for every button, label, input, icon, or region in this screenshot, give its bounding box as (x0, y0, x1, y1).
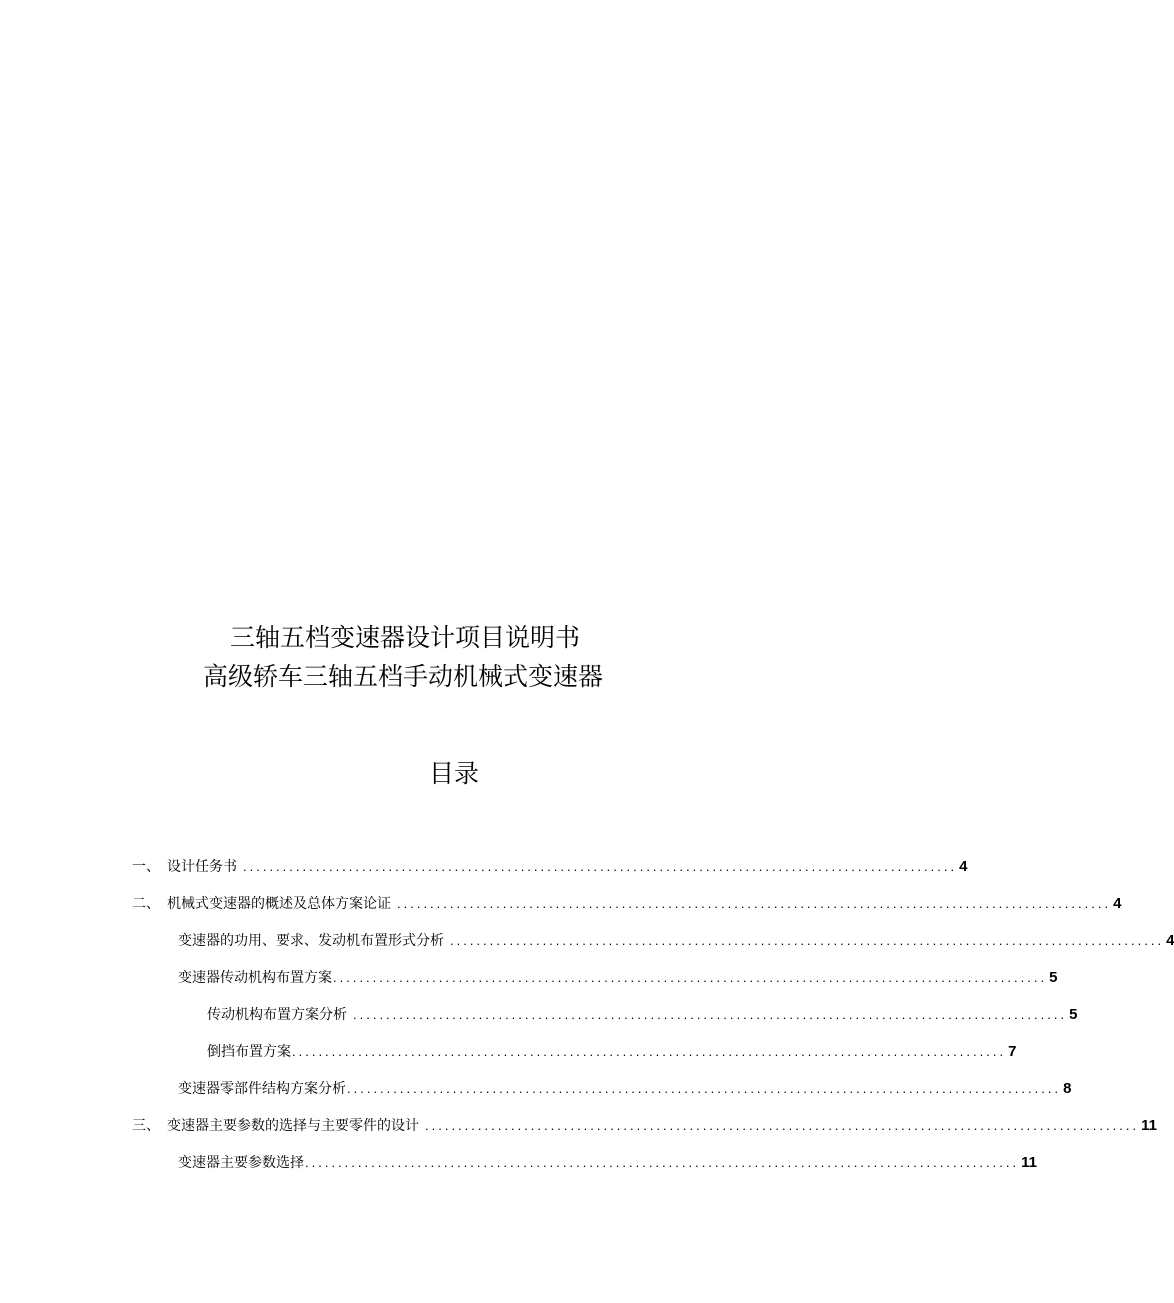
toc-entry-page: 7 (1008, 1043, 1017, 1060)
toc-leader-dots: ............................................................................................................ (397, 896, 1112, 911)
toc-entry-page: 5 (1069, 1006, 1078, 1023)
toc-entry-text: 机械式变速器的概述及总体方案论证 (167, 896, 391, 912)
toc-entry-page: 4 (959, 858, 968, 875)
toc-heading: 目录 (428, 759, 479, 788)
toc-entry-prefix: 一、 (132, 859, 160, 875)
toc-entry-text: 变速器主要参数的选择与主要零件的设计 (167, 1118, 419, 1134)
toc-leader-dots: ............................................................................................................ (305, 1155, 1020, 1170)
toc-entry-text: 变速器的功用、要求、发动机布置形式分析 (178, 933, 444, 949)
toc-entry[interactable] (132, 892, 1122, 916)
toc-entry-prefix: 二、 (132, 896, 160, 912)
toc-entry-prefix: 三、 (132, 1118, 160, 1134)
toc-leader-dots: ............................................................................................................ (353, 1007, 1068, 1022)
toc-entry-page: 5 (1049, 969, 1058, 986)
toc-entry[interactable] (178, 1151, 1037, 1175)
toc-entry[interactable] (132, 1114, 1157, 1138)
toc-entry-text: 倒挡布置方案 (207, 1044, 291, 1060)
toc-entry[interactable] (207, 1003, 1078, 1027)
toc-leader-dots: ............................................................................................................ (333, 970, 1048, 985)
toc-entry-page: 11 (1141, 1117, 1157, 1134)
toc-entry-page: 4 (1166, 932, 1174, 949)
toc-entry[interactable] (178, 1077, 1072, 1101)
toc-leader-dots: ............................................................................................................ (450, 933, 1165, 948)
toc-entry[interactable] (207, 1040, 1017, 1064)
toc-entry-page: 4 (1113, 895, 1122, 912)
document-subtitle: 高级轿车三轴五档手动机械式变速器 (202, 662, 603, 691)
toc-entry-page: 8 (1063, 1080, 1072, 1097)
toc-leader-dots: ............................................................................................................ (292, 1044, 1007, 1059)
toc-entry-text: 设计任务书 (167, 859, 237, 875)
toc-entry-text: 变速器零部件结构方案分析 (178, 1081, 346, 1097)
toc-leader-dots: ............................................................................................................ (243, 859, 958, 874)
toc-entry[interactable] (178, 966, 1058, 990)
toc-entry-text: 传动机构布置方案分析 (207, 1007, 347, 1023)
toc-entry-page: 11 (1021, 1154, 1037, 1171)
toc-leader-dots: ............................................................................................................ (425, 1118, 1140, 1133)
toc-entry-text: 变速器主要参数选择 (178, 1155, 304, 1171)
toc-entry[interactable] (178, 929, 1174, 953)
toc-leader-dots: ............................................................................................................ (347, 1081, 1062, 1096)
document-title: 三轴五档变速器设计项目说明书 (229, 623, 580, 652)
toc-entry[interactable] (132, 855, 968, 879)
toc-entry-text: 变速器传动机构布置方案 (178, 970, 332, 986)
